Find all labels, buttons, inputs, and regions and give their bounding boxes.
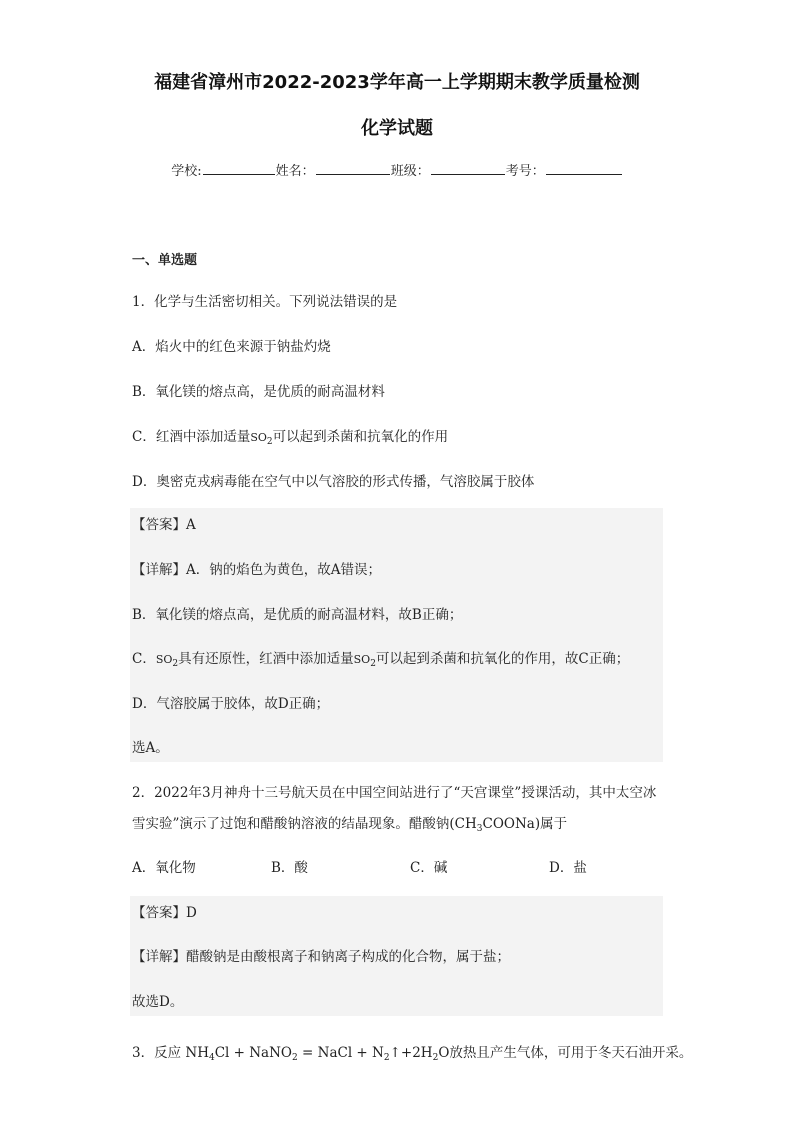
q1-option-a: A．焰火中的红色来源于钠盐灼烧 [132, 339, 331, 355]
q1-option-c: C．红酒中添加适量$SO_2$可以起到杀菌和抗氧化的作用 [132, 429, 449, 447]
q2-stem-line2: 雪实验”演示了过饱和醋酸钠溶液的结晶现象。醋酸钠$(CH_3COONa)$属于 [132, 816, 568, 834]
q1-stem: 1．化学与生活密切相关。下列说法错误的是 [132, 294, 398, 310]
q1-answer: 【答案】A [132, 517, 196, 533]
document-subtitle: 化学试题 [361, 118, 433, 139]
q1-detail-c: C．$SO_2$具有还原性，红酒中添加适量$SO_2$可以起到杀菌和抗氧化的作用，故C正确； [132, 651, 630, 669]
q1-conclusion: 选A。 [132, 740, 169, 756]
q2-option-c: C．碱 [410, 860, 448, 876]
section-heading: 一、单选题 [132, 253, 198, 268]
q2-answer: 【答案】D [132, 905, 197, 921]
q1-detail-a: 【详解】A．钠的焰色为黄色，故A错误； [132, 562, 381, 578]
q3-stem: 3．反应 $NH_4Cl$ + NaNO$_2$ = NaCl + $N_2↑+2H_2O$放热且产生气体，可用于冬天石油开采。 [132, 1045, 693, 1063]
q2-conclusion: 故选D。 [132, 994, 184, 1010]
q2-detail: 【详解】醋酸钠是由酸根离子和钠离子构成的化合物，属于盐； [132, 949, 510, 965]
number-blank[interactable] [546, 160, 622, 175]
class-blank[interactable] [431, 160, 505, 175]
q1-option-b: B．氧化镁的熔点高，是优质的耐高温材料 [132, 384, 385, 400]
q2-option-a: A．氧化物 [132, 860, 196, 876]
q2-option-b: B．酸 [271, 860, 308, 876]
q1-answer-box [130, 508, 663, 762]
q1-detail-d: D．气溶胶属于胶体，故D正确； [132, 696, 330, 712]
student-info-row [0, 160, 794, 179]
class-label: 班级： [390, 164, 430, 179]
document-title: 福建省漳州市2022-2023学年高一上学期期末教学质量检测 [154, 72, 640, 93]
q2-option-d: D．盐 [549, 860, 587, 876]
name-blank[interactable] [316, 160, 390, 175]
school-blank[interactable] [203, 160, 275, 175]
q2-stem-line1: 2．2022年3月神舟十三号航天员在中国空间站进行了“天宫课堂”授课活动，其中太空冰 [132, 785, 657, 801]
q2-options [132, 859, 587, 877]
q1-detail-b: B．氧化镁的熔点高，是优质的耐高温材料，故B正确； [132, 607, 463, 623]
name-label: 姓名： [275, 164, 315, 179]
number-label: 考号： [505, 164, 545, 179]
school-label: 学校: [171, 164, 202, 179]
q1-option-d: D．奥密克戎病毒能在空气中以气溶胶的形式传播，气溶胶属于胶体 [132, 474, 535, 490]
